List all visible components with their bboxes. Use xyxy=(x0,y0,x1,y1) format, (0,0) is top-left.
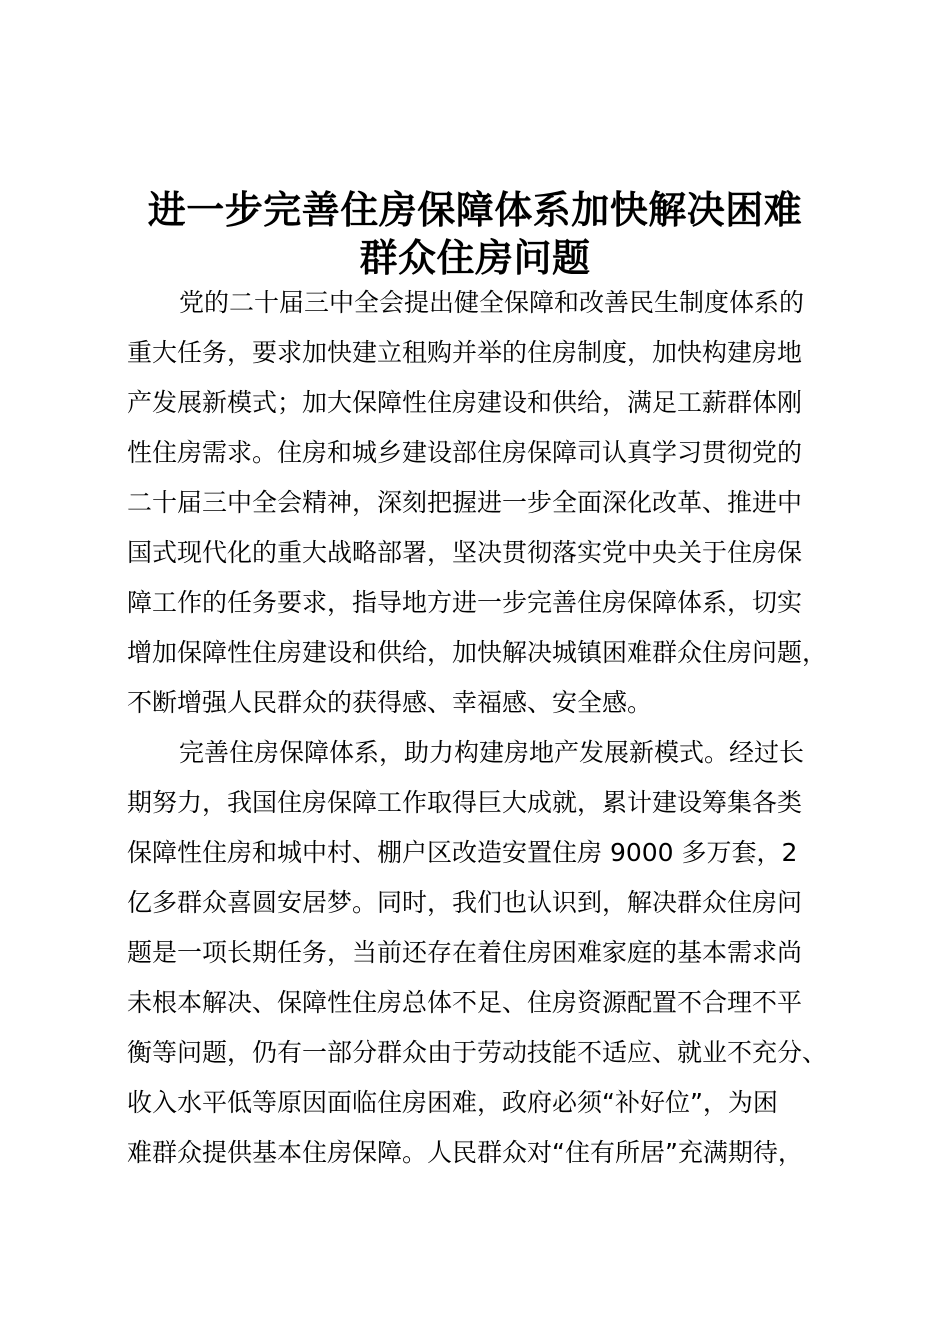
paragraph-2 xyxy=(127,728,837,1178)
text-line: 二十届三中全会精神，深刻把握进一步全面深化改革、推进中 xyxy=(127,488,803,517)
text-line: 难群众提供基本住房保障。人民群众对“住有所居”充满期待， xyxy=(127,1138,803,1167)
text-line: 保障性住房和城中村、棚户区改造安置住房 9000 多万套，2 xyxy=(127,838,798,867)
text-line: 国式现代化的重大战略部署，坚决贯彻落实党中央关于住房保 xyxy=(127,538,803,567)
document-title xyxy=(0,186,950,282)
text-line: 完善住房保障体系，助力构建房地产发展新模式。经过长 xyxy=(179,738,805,767)
text-line: 重大任务，要求加快建立租购并举的住房制度，加快构建房地 xyxy=(127,338,803,367)
title-line-1: 进一步完善住房保障体系加快解决困难 xyxy=(147,188,803,232)
text-line: 期努力，我国住房保障工作取得巨大成就，累计建设筹集各类 xyxy=(127,788,803,817)
text-line: 性住房需求。住房和城乡建设部住房保障司认真学习贯彻党的 xyxy=(127,438,803,467)
text-line: 不断增强人民群众的获得感、幸福感、安全感。 xyxy=(127,688,653,717)
text-line: 亿多群众喜圆安居梦。同时，我们也认识到，解决群众住房问 xyxy=(127,888,803,917)
text-line: 障工作的任务要求，指导地方进一步完善住房保障体系，切实 xyxy=(127,588,803,617)
text-line: 产发展新模式；加大保障性住房建设和供给，满足工薪群体刚 xyxy=(127,388,803,417)
text-line: 增加保障性住房建设和供给，加快解决城镇困难群众住房问题， xyxy=(127,638,828,667)
text-line: 衡等问题，仍有一部分群众由于劳动技能不适应、就业不充分、 xyxy=(127,1038,828,1067)
text-line: 收入水平低等原因面临住房困难，政府必须“补好位”，为困 xyxy=(127,1088,778,1117)
text-line: 党的二十届三中全会提出健全保障和改善民生制度体系的 xyxy=(179,288,805,317)
text-line: 题是一项长期任务，当前还存在着住房困难家庭的基本需求尚 xyxy=(127,938,803,967)
text-line: 未根本解决、保障性住房总体不足、住房资源配置不合理不平 xyxy=(127,988,803,1017)
document-body xyxy=(127,278,837,1178)
paragraph-1 xyxy=(127,278,837,728)
title-line-2: 群众住房问题 xyxy=(359,236,591,280)
